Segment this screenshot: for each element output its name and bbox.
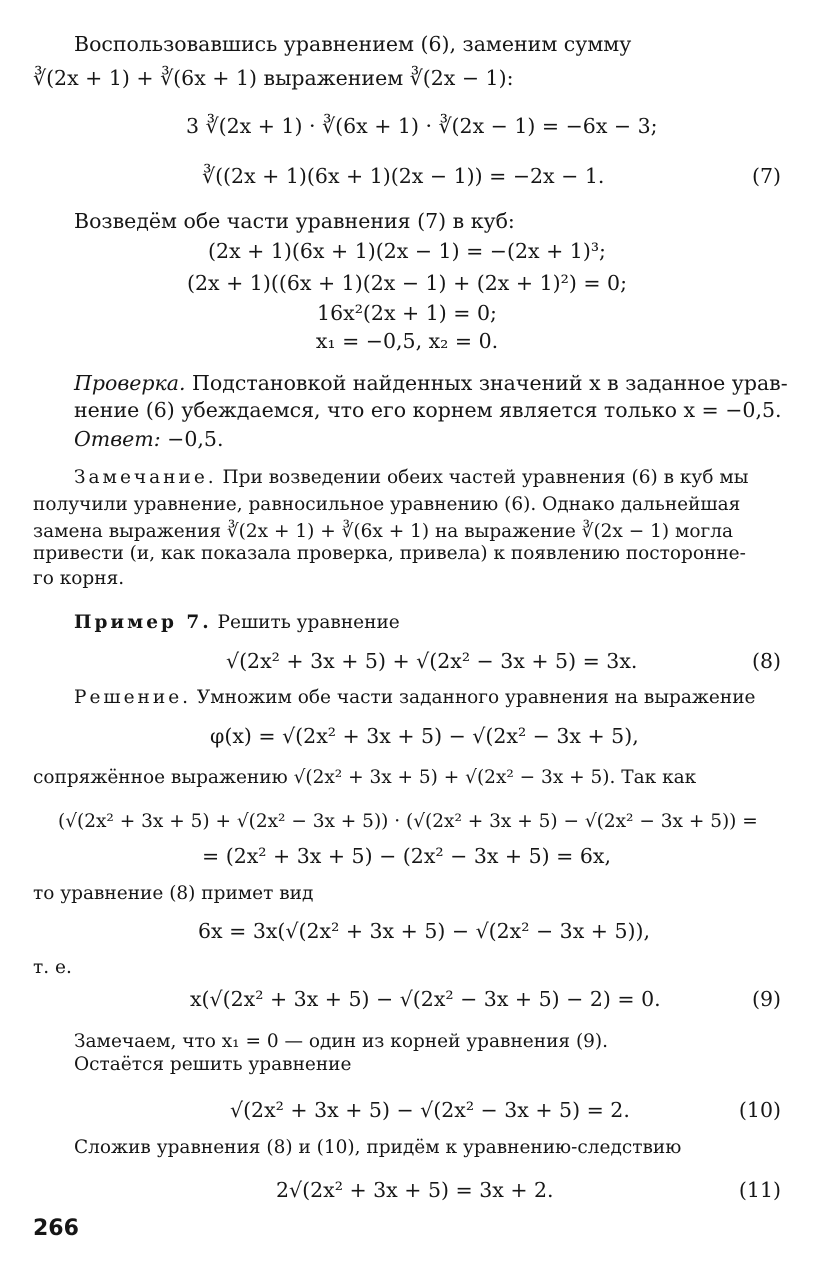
text-line: сопряжённое выражению √(2x² + 3x + 5) + √(2x² − 3x + 5). Так как bbox=[33, 767, 697, 788]
text-line: замена выражения ∛(2x + 1) + ∛(6x + 1) на выражение ∛(2x − 1) могла bbox=[33, 521, 734, 542]
example-label: Пример 7. bbox=[74, 612, 212, 633]
equation: φ(x) = √(2x² + 3x + 5) − √(2x² − 3x + 5), bbox=[210, 724, 639, 748]
equation-11: 2√(2x² + 3x + 5) = 3x + 2. bbox=[276, 1178, 554, 1202]
answer-line: Ответ: −0,5. bbox=[74, 427, 224, 451]
equation-number: (8) bbox=[751, 649, 781, 673]
equation: x₁ = −0,5, x₂ = 0. bbox=[315, 329, 499, 353]
text-line: Остаётся решить уравнение bbox=[74, 1054, 352, 1075]
equation: (2x + 1)(6x + 1)(2x − 1) = −(2x + 1)³; bbox=[208, 239, 606, 263]
equation: 3 ∛(2x + 1) · ∛(6x + 1) · ∛(2x − 1) = −6x − 3; bbox=[186, 114, 658, 138]
equation: (√(2x² + 3x + 5) + √(2x² − 3x + 5)) · (√(2x² + 3x + 5) − √(2x² − 3x + 5)) = bbox=[58, 811, 758, 832]
equation-number: (9) bbox=[751, 987, 781, 1011]
equation-number: (10) bbox=[738, 1098, 781, 1122]
check-paragraph: Проверка. Подстановкой найденных значений x в заданное урав- bbox=[74, 371, 788, 395]
equation-number: (11) bbox=[738, 1178, 781, 1202]
equation-number: (7) bbox=[751, 164, 781, 188]
equation: = (2x² + 3x + 5) − (2x² − 3x + 5) = 6x, bbox=[202, 844, 611, 868]
solution-paragraph: Решение. Умножим обе части заданного уравнения на выражение bbox=[74, 687, 756, 708]
text-line: Воспользовавшись уравнением (6), заменим сумму bbox=[74, 32, 632, 56]
text-line: Сложив уравнения (8) и (10), придём к уравнению-следствию bbox=[74, 1137, 682, 1158]
equation-10: √(2x² + 3x + 5) − √(2x² − 3x + 5) = 2. bbox=[230, 1098, 630, 1122]
text-line: т. е. bbox=[33, 957, 72, 978]
text-line: нение (6) убеждаемся, что его корнем является только x = −0,5. bbox=[74, 398, 782, 422]
text-line: получили уравнение, равносильное уравнению (6). Однако дальнейшая bbox=[33, 494, 741, 515]
text-line: Замечаем, что x₁ = 0 — один из корней уравнения (9). bbox=[74, 1031, 609, 1052]
equation: 16x²(2x + 1) = 0; bbox=[317, 301, 497, 325]
example-heading: Пример 7. Решить уравнение bbox=[74, 612, 400, 633]
check-label: Проверка. bbox=[74, 371, 186, 395]
page-number: 266 bbox=[33, 1216, 79, 1241]
text-line: Возведём обе части уравнения (7) в куб: bbox=[74, 209, 515, 233]
equation: (2x + 1)((6x + 1)(2x − 1) + (2x + 1)²) = 0; bbox=[187, 271, 627, 295]
text-line: ∛(2x + 1) + ∛(6x + 1) выражением ∛(2x − 1): bbox=[33, 66, 514, 90]
text-line: привести (и, как показала проверка, привела) к появлению посторонне- bbox=[33, 543, 746, 564]
text-line: то уравнение (8) примет вид bbox=[33, 883, 314, 904]
equation-7: ∛((2x + 1)(6x + 1)(2x − 1)) = −2x − 1. bbox=[202, 164, 605, 188]
remark-label: Замечание. bbox=[74, 467, 217, 488]
equation-9: x(√(2x² + 3x + 5) − √(2x² − 3x + 5) − 2) = 0. bbox=[190, 987, 661, 1011]
solution-label: Решение. bbox=[74, 687, 192, 708]
equation-8: √(2x² + 3x + 5) + √(2x² − 3x + 5) = 3x. bbox=[226, 649, 638, 673]
equation: 6x = 3x(√(2x² + 3x + 5) − √(2x² − 3x + 5)), bbox=[198, 919, 651, 943]
answer-label: Ответ: bbox=[74, 427, 161, 451]
remark-paragraph: Замечание. При возведении обеих частей уравнения (6) в куб мы bbox=[74, 467, 749, 488]
text-line: го корня. bbox=[33, 568, 125, 589]
